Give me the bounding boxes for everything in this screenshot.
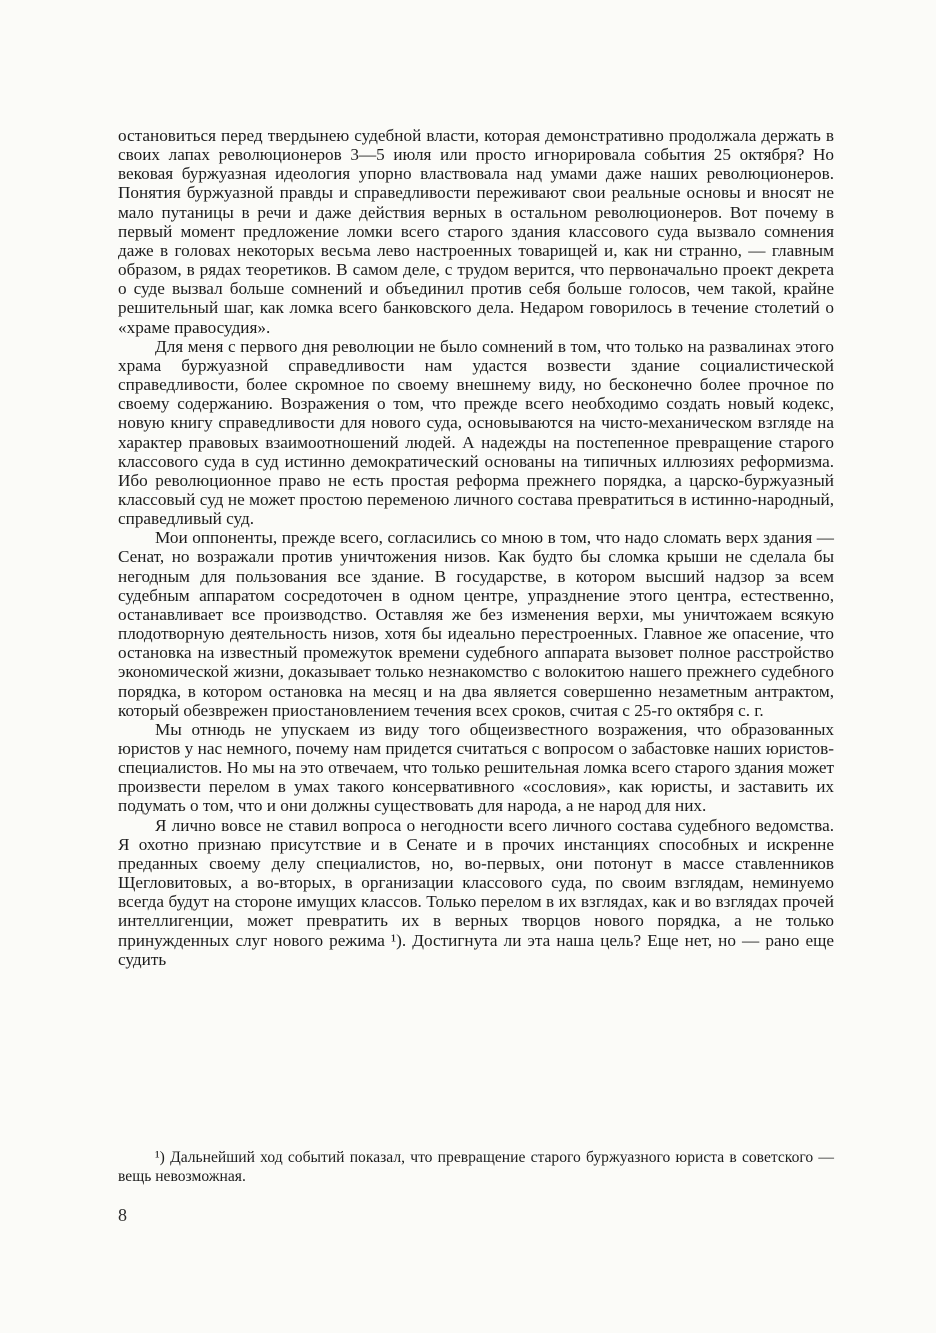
paragraph-continued: остановиться перед твердынею судебной власти, которая демонстративно продолжала держать в своих лапах революционеров 3—5 июля или просто игнорировала события 25 октября? Но вековая буржуазная идеология упорно властвовала над умами даже наших революционеров. Понятия буржуазной правды и справедливости переживают свои реальные основы и вносят не мало путаницы в речи и даже действия верных в остальном революционеров. Вот почему в первый момент предложение ломки всего старого здания классового суда вызвало сомнения даже в головах некоторых весьма лево настроенных товарищей и, как ни странно, — главным образом, в рядах теоретиков. В самом деле, с трудом верится, что первоначально проект декрета о суде вызвал больше сомнений и объединил против себя больше голосов, чем такой, крайне решительный шаг, как ломка всего банковского дела. Недаром говорилось в течение столетий о «храме правосудия».: [118, 126, 834, 337]
body-text: [118, 126, 834, 969]
page-number: 8: [118, 1205, 127, 1225]
paragraph: Мои оппоненты, прежде всего, согласились со мною в том, что надо сломать верх здания — Сенат, но возражали против уничтожения низов. Как будто бы сломка крыши не сделала бы негодным для пользования все здание. В государстве, в котором высший надзор за всем судебным аппаратом сосредоточен в одном центре, упразднение этого центра, естественно, останавливает все производство. Оставляя же без изменения верхи, мы уничтожаем всякую плодотворную деятельность низов, хотя бы идеально перестроенных. Главное же опасение, что остановка на известный промежуток времени судебного аппарата вызовет полное расстройство экономической жизни, доказывает только незнакомство с волокитою нашего прежнего судебного порядка, в котором остановка на месяц и на два является совершенно незаметным антрактом, который обезврежен приостановлением течения всех сроков, считая с 25-го октября с. г.: [118, 528, 834, 720]
footnote-text: ¹) Дальнейший ход событий показал, что превращение старого буржуазного юриста в советского — вещь невозможная.: [118, 1149, 834, 1185]
paragraph: Я лично вовсе не ставил вопроса о негодности всего личного состава судебного ведомства. Я охотно признаю присутствие и в Сенате и в прочих инстанциях способных и искренне преданных своему делу специалистов, но, во-первых, они потонут в массе ставленников Щегловитовых, а во-вторых, в организации классового суда, по своим взглядам, неминуемо всегда будут на стороне имущих классов. Только перелом в их взглядах, как и во взглядах прочей интеллигенции, может превратить их в верных творцов нового порядка, а не только принужденных слуг нового режима ¹). Достигнута ли эта наша цель? Еще нет, но — рано еще судить: [118, 815, 834, 969]
footnote: [118, 1148, 834, 1186]
paragraph: Мы отнюдь не упускаем из виду того общеизвестного возражения, что образованных юристов у нас немного, почему нам придется считаться с вопросом о забастовке наших юристов-специалистов. Но мы на это отвечаем, что только решительная ломка всего старого здания может произвести перелом в умах такого консервативного «сословия», как юристы, и заставить их подумать о том, что и они должны существовать для народа, а не народ для них.: [118, 719, 834, 816]
paragraph: Для меня с первого дня революции не было сомнений в том, что только на развалинах этого храма буржуазной справедливости нам удастся возвести здание социалистической справедливости, более скромное по своему внешнему виду, но бесконечно более прочное по своему содержанию. Возражения о том, что прежде всего необходимо создать новый кодекс, новую книгу справедливости для нового суда, основываются на чисто-механическом взгляде на характер правовых взаимоотношений людей. А надежды на постепенное превращение старого классового суда в суд истинно демократический основаны на типичных иллюзиях реформизма. Ибо революционное право не есть простая реформа прежнего порядка, а царско-буржуазный классовый суд не может простою переменою личного состава превратиться в истинно-народный, справедливый суд.: [118, 336, 834, 529]
